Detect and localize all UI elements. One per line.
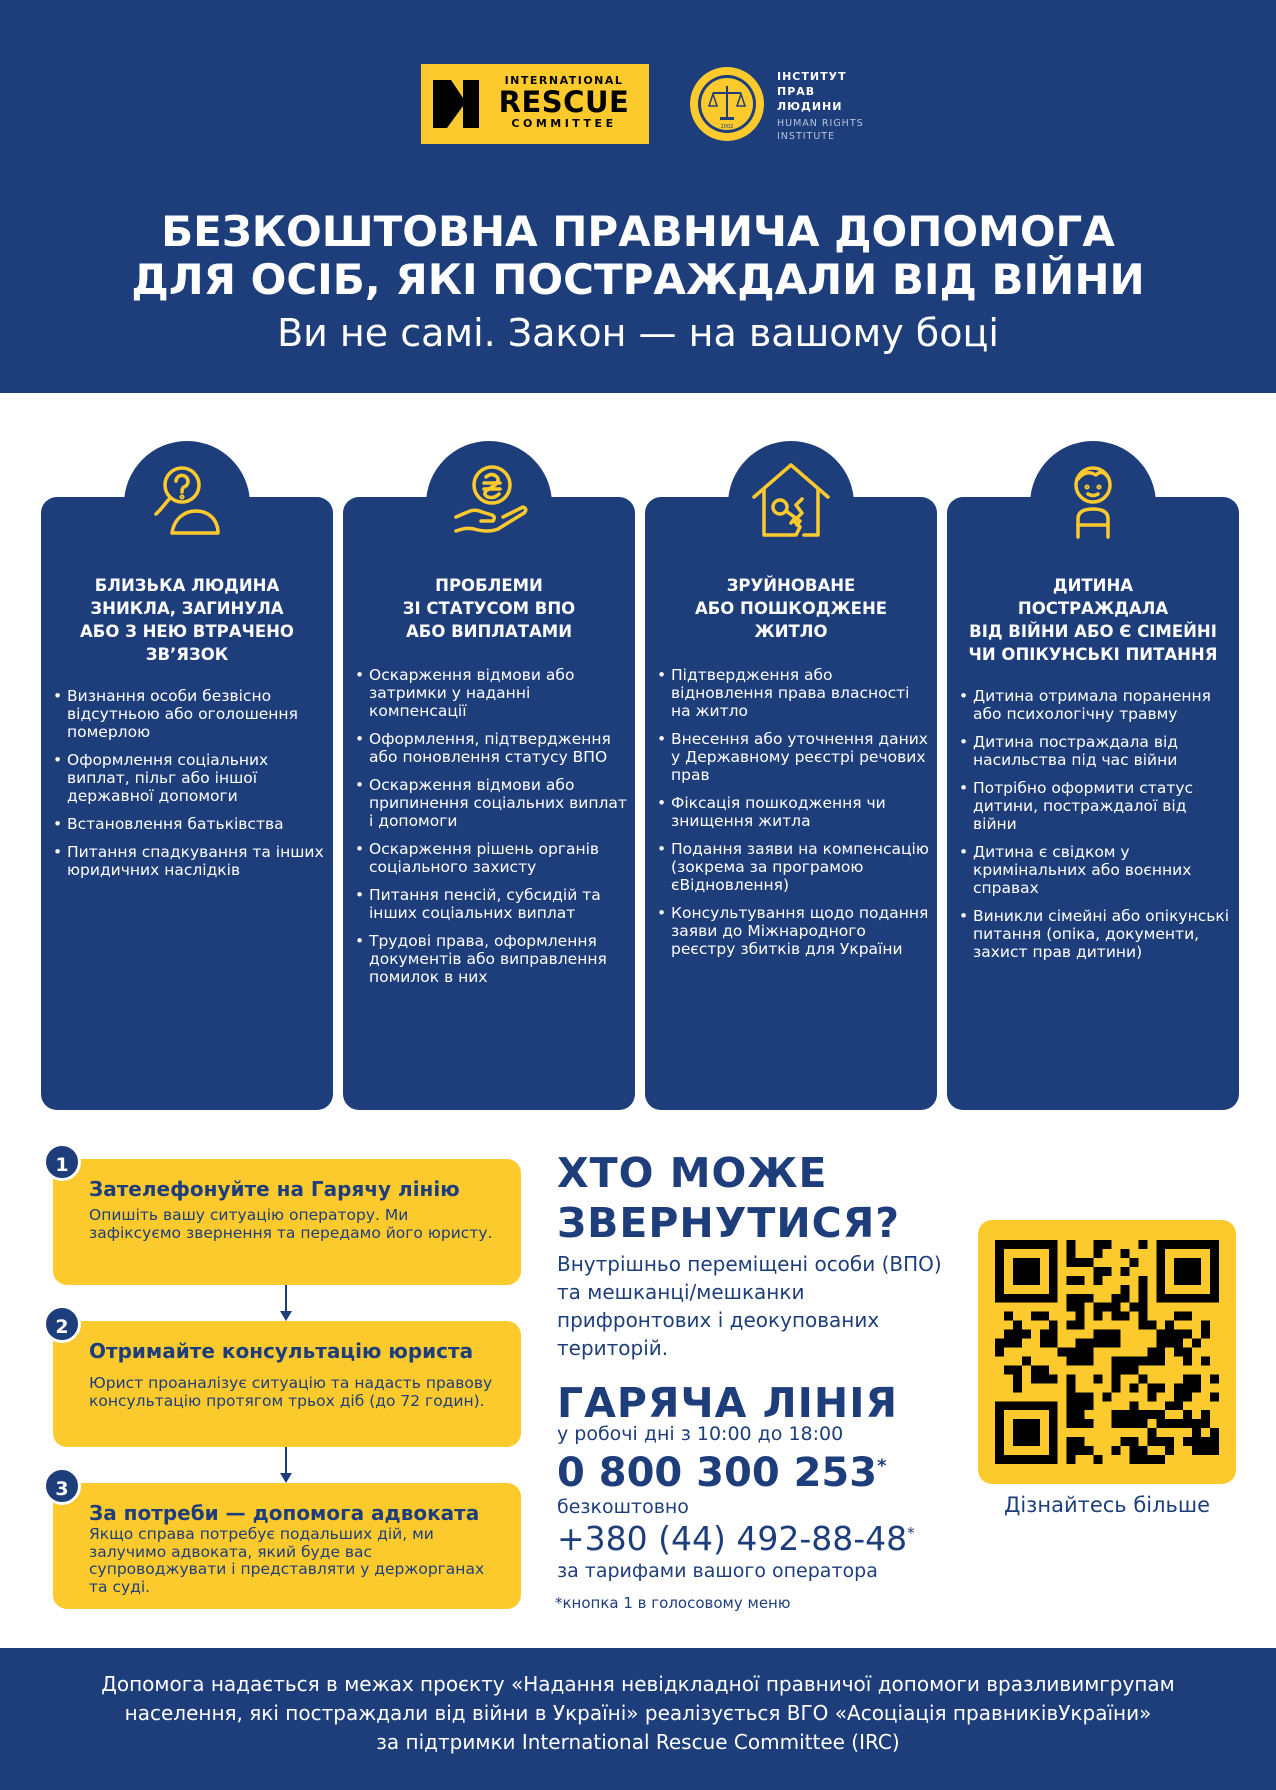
down-arrow-icon [280, 1447, 292, 1483]
card-title [353, 574, 625, 643]
hotline-heading: ГАРЯЧА ЛІНІЯ [557, 1379, 899, 1427]
phone-number[interactable]: 0 800 300 253 [557, 1450, 878, 1496]
step-title: Отримайте консультацію юриста [89, 1339, 474, 1363]
list-item: • Оскарження рішень органів соціального захисту [353, 840, 627, 876]
who-can-apply-text: Внутрішньо переміщені особи (ВПО) та мешканці/мешканки прифронтових і деокупованих територій. [557, 1252, 942, 1360]
down-arrow-icon [280, 1285, 292, 1321]
card-title-line: ПРОБЛЕМИ [435, 576, 543, 595]
step-1-call-hotline [53, 1154, 521, 1285]
damaged-house-icon [746, 455, 836, 545]
title-line1: БЕЗКОШТОВНА ПРАВНИЧА ДОПОМОГА [161, 207, 1115, 256]
step-number: 2 [43, 1305, 81, 1343]
card-title [957, 574, 1229, 666]
hri-en-line2: INSTITUTE [777, 131, 836, 142]
voice-menu-footnote: *кнопка 1 в голосовому меню [555, 1594, 791, 1612]
step-title: За потреби — допомога адвоката [89, 1501, 480, 1525]
card-title-line: ЗНИКЛА, ЗАГИНУЛА [90, 599, 284, 618]
list-item: • Підтвердження або відновлення права власності на житло [655, 666, 929, 720]
footer-line2: населення, які постраждали від війни в Україні» реалізується ВГО «Асоціація правниківУкраїни» [124, 1701, 1152, 1725]
list-item: • Дитина отримала поранення або психологічну травму [957, 687, 1231, 723]
list-item: • Потрібно оформити статус дитини, постраждалої від війни [957, 779, 1231, 833]
hri-ua-line3: ЛЮДИНИ [777, 100, 843, 113]
card-idp-status [343, 497, 635, 1110]
who-can-apply-heading [557, 1148, 900, 1248]
hri-logo-text [777, 69, 864, 143]
footer-text [20, 1670, 1256, 1757]
hotline-phone-paid[interactable] [557, 1519, 915, 1558]
list-item: • Оформлення, підтвердження або поновлення статусу ВПО [353, 730, 627, 766]
card-title [51, 574, 323, 666]
card-title-line: ЖИТЛО [754, 622, 828, 641]
footer-line3: за підтримки International Rescue Committee (IRC) [376, 1730, 900, 1754]
card-title-line: ДИТИНА [1052, 576, 1134, 595]
card-title-line: ВІД ВІЙНИ АБО Є СІМЕЙНІ [969, 622, 1217, 641]
step-3-lawyer-help [53, 1478, 521, 1609]
card-title [655, 574, 927, 643]
title-line2: ДЛЯ ОСІБ, ЯКІ ПОСТРАЖДАЛИ ВІД ВІЙНИ [131, 255, 1145, 304]
list-item: • Фіксація пошкодження чи знищення житла [655, 794, 929, 830]
list-item: • Питання спадкування та інших юридичних наслідків [51, 843, 325, 879]
card-title-line: ЗРУЙНОВАНЕ [726, 576, 856, 595]
header-banner [0, 0, 1276, 393]
phone-number[interactable]: +380 (44) 492-88-48 [557, 1519, 908, 1558]
list-item: • Трудові права, оформлення документів або виправлення помилок в них [353, 932, 627, 986]
card-title-line: АБО ВИПЛАТАМИ [405, 622, 573, 641]
step-title: Зателефонуйте на Гарячу лінію [89, 1177, 460, 1201]
list-item: • Оформлення соціальних виплат, пільг або іншої державної допомоги [51, 751, 325, 805]
step-text: Якщо справа потребує подальших дій, ми залучимо адвоката, який буде вас супроводжувати і представляти у держорганах та суді. [89, 1525, 485, 1596]
qr-code-icon [995, 1237, 1219, 1467]
bar-association-seal-icon [689, 66, 765, 142]
card-list [655, 666, 929, 968]
card-list [51, 687, 325, 889]
page-title [0, 208, 1276, 304]
list-item: • Виникли сімейні або опікунські питання (опіка, документи, захист прав дитини) [957, 907, 1231, 961]
card-missing-person [41, 497, 333, 1110]
person-question-icon [142, 455, 232, 545]
card-title-line: ЧИ ОПІКУНСЬКІ ПИТАННЯ [968, 645, 1218, 664]
list-item: • Дитина постраждала від насильства під час війни [957, 733, 1231, 769]
list-item: • Оскарження відмови або затримки у наданні компенсації [353, 666, 627, 720]
list-item: • Оскарження відмови або припинення соціальних виплат і допомоги [353, 776, 627, 830]
page-subtitle: Ви не самі. Закон — на вашому боці [277, 311, 999, 355]
hri-ua-line2: ПРАВ [777, 85, 816, 98]
card-title-line: БЛИЗЬКА ЛЮДИНА [94, 576, 280, 595]
card-child-affected [947, 497, 1239, 1110]
hri-ua-line1: ІНСТИТУТ [777, 70, 847, 83]
hotline-phone-free-note: безкоштовно [557, 1496, 689, 1518]
step-number: 3 [43, 1467, 81, 1505]
card-list [957, 687, 1231, 971]
irc-logo [421, 64, 649, 144]
list-item: • Дитина є свідком у кримінальних або воєнних справах [957, 843, 1231, 897]
card-list [353, 666, 627, 996]
irc-logo-line1: INTERNATIONAL [504, 74, 624, 87]
step-text: Опишіть вашу ситуацію оператору. Ми зафіксуємо звернення та передамо його юристу. [89, 1206, 493, 1242]
card-damaged-housing [645, 497, 937, 1110]
child-icon [1048, 455, 1138, 545]
step-2-consultation [53, 1316, 521, 1447]
card-title-line: АБО ПОШКОДЖЕНЕ [694, 599, 888, 618]
hand-hryvnia-icon [444, 455, 534, 545]
list-item: • Встановлення батьківства [51, 815, 325, 833]
footer [0, 1648, 1276, 1790]
step-number: 1 [43, 1143, 81, 1181]
irc-logo-line2: RESCUE [498, 85, 630, 119]
list-item: • Питання пенсій, субсидій та інших соціальних виплат [353, 886, 627, 922]
who-title-line1: ХТО МОЖЕ [557, 1149, 828, 1197]
footnote-asterisk: * [877, 1455, 887, 1477]
hri-en-line1: HUMAN RIGHTS [777, 118, 864, 129]
card-title-line: ЗВ’ЯЗОК [145, 645, 229, 664]
who-title-line2: ЗВЕРНУТИСЯ? [557, 1199, 901, 1247]
list-item: • Визнання особи безвісно відсутньою або оголошення померлою [51, 687, 325, 741]
card-title-line: ПОСТРАЖДАЛА [1017, 599, 1169, 618]
hotline-hours: у робочі дні з 10:00 до 18:00 [557, 1423, 844, 1445]
card-title-line: АБО З НЕЮ ВТРАЧЕНО [80, 622, 294, 641]
card-title-line: ЗІ СТАТУСОМ ВПО [402, 599, 576, 618]
irc-mark-icon [433, 80, 479, 128]
list-item: • Подання заяви на компенсацію (зокрема за програмою єВідновлення) [655, 840, 929, 894]
irc-logo-line3: COMMITTEE [511, 117, 617, 130]
list-item: • Внесення або уточнення даних у Державному реєстрі речових прав [655, 730, 929, 784]
qr-code[interactable] [978, 1220, 1236, 1484]
hotline-phone-paid-note: за тарифами вашого оператора [557, 1560, 878, 1582]
step-text: Юрист проаналізує ситуацію та надасть правову консультацію протягом трьох діб (до 72 годин). [89, 1374, 493, 1410]
hotline-phone-free[interactable] [557, 1450, 887, 1496]
list-item: • Консультування щодо подання заяви до Міжнародного реєстру збитків для України [655, 904, 929, 958]
qr-caption: Дізнайтесь більше [1003, 1493, 1211, 1517]
footer-line1: Допомога надається в межах проєкту «Надання невідкладної правничої допомоги вразливимгрупам [101, 1672, 1175, 1696]
footnote-asterisk: * [907, 1524, 915, 1542]
seal-year: 2002 [720, 124, 734, 130]
